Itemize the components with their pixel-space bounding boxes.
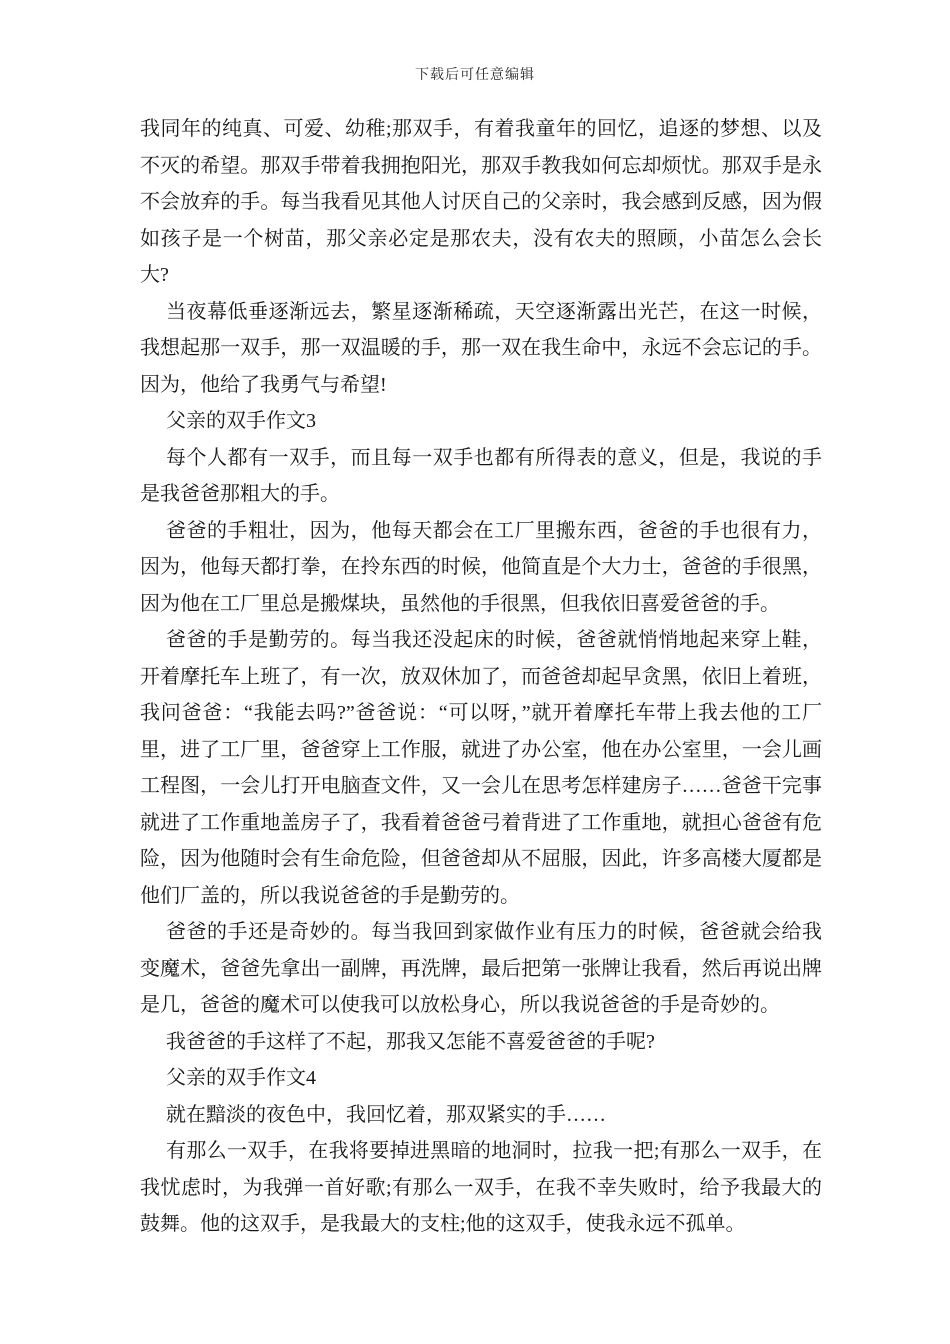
paragraph-continuation: 我同年的纯真、可爱、幼稚;那双手，有着我童年的回忆，追逐的梦想、以及不灭的希望。那双手带着我拥抱阳光，那双手教我如何忘却烦忧。那双手是永不会放弃的手。每当我看见其他人讨厌自己的父亲时，我会感到反感，因为假如孩子是一个树苗，那父亲必定是那农夫，没有农夫的照顾，小苗怎么会长大? bbox=[140, 118, 822, 286]
paragraph: 爸爸的手还是奇妙的。每当我回到家做作业有压力的时候，爸爸就会给我变魔术，爸爸先拿出一副牌，再洗牌，最后把第一张牌让我看，然后再说出牌是几，爸爸的魔术可以使我可以放松身心，所以我说爸爸的手是奇妙的。 bbox=[140, 921, 822, 1016]
paragraph: 每个人都有一双手，而且每一双手也都有所得表的意义，但是，我说的手是我爸爸那粗大的手。 bbox=[140, 446, 822, 505]
section-title-essay-3: 父亲的双手作文3 bbox=[166, 410, 316, 432]
section-title-essay-4: 父亲的双手作文4 bbox=[166, 1067, 316, 1089]
paragraph: 爸爸的手粗壮，因为，他每天都会在工厂里搬东西，爸爸的手也很有力，因为，他每天都打拳，在拎东西的时候，他简直是个大力士，爸爸的手很黑，因为他在工厂里总是搬煤块，虽然他的手很黑，但我依旧喜爱爸爸的手。 bbox=[140, 519, 822, 615]
document-body bbox=[140, 111, 822, 1243]
paragraph: 就在黯淡的夜色中，我回忆着，那双紧实的手…… bbox=[166, 1103, 606, 1126]
paragraph: 爸爸的手是勤劳的。每当我还没起床的时候，爸爸就悄悄地起来穿上鞋，开着摩托车上班了，有一次，放双休加了，而爸爸却起早贪黑，依旧上着班，我问爸爸：“我能去吗?”爸爸说：“可以呀，”就开着摩托车带上我去他的工厂里，进了工厂里，爸爸穿上工作服，就进了办公室，他在办公室里，一会儿画工程图，一会儿打开电脑查文件，又一会儿在思考怎样建房子……爸爸干完事就进了工作重地盖房子了，我看着爸爸弓着背进了工作重地，就担心爸爸有危险，因为他随时会有生命危险，但爸爸却从不屈服，因此，许多高楼大厦都是他们厂盖的，所以我说爸爸的手是勤劳的。 bbox=[140, 629, 822, 907]
paragraph: 当夜幕低垂逐渐远去，繁星逐渐稀疏，天空逐渐露出光芒，在这一时候，我想起那一双手，那一双温暖的手，那一双在我生命中，永远不会忘记的手。因为，他给了我勇气与希望! bbox=[140, 300, 822, 396]
page-header-note: 下载后可任意编辑 bbox=[415, 68, 535, 83]
paragraph: 我爸爸的手这样了不起，那我又怎能不喜爱爸爸的手呢? bbox=[166, 1030, 655, 1053]
paragraph: 有那么一双手，在我将要掉进黑暗的地洞时，拉我一把;有那么一双手，在我忧虑时，为我弹一首好歌;有那么一双手，在我不幸失败时，给予我最大的鼓舞。他的这双手，是我最大的支柱;他的这双手，使我永远不孤单。 bbox=[140, 1140, 822, 1235]
